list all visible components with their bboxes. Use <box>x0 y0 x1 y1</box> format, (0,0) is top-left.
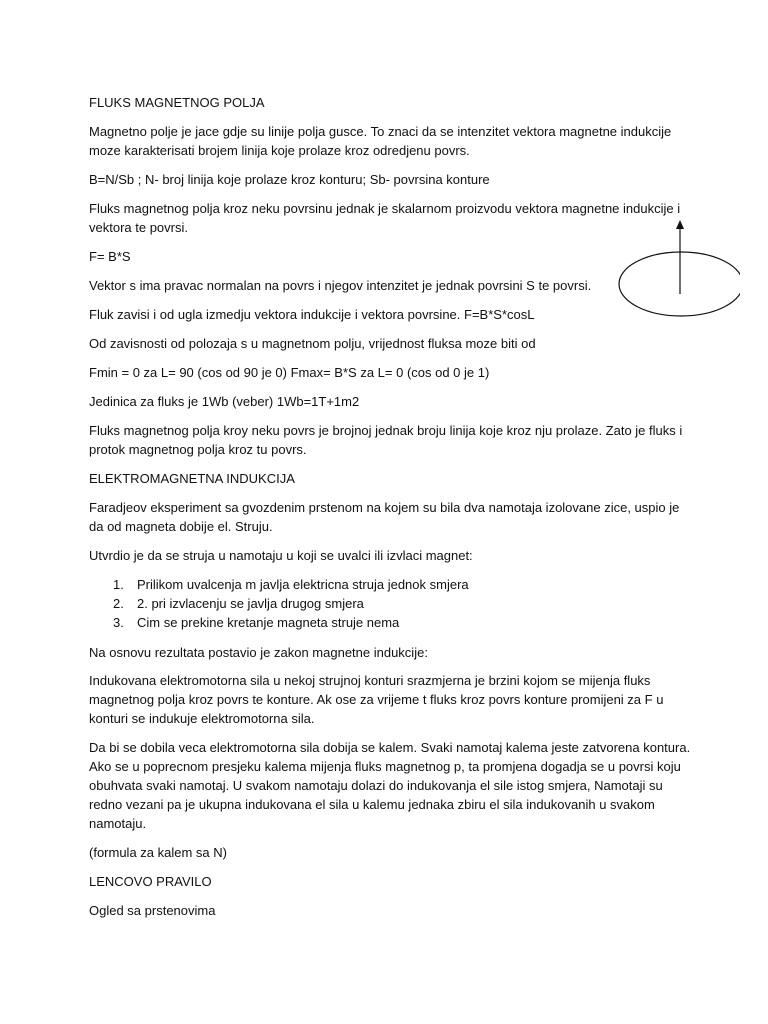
paragraph-15-line-2: Ako se u poprecnom presjeku kalema mijenja fluks magnetnog p, ta promjena dogadja se u povrsi koju <box>89 759 681 774</box>
list-text: Cim se prekine kretanje magneta struje nema <box>137 615 400 630</box>
paragraph-2: B=N/Sb ; N- broj linija koje prolaze kroz konturu; Sb- povrsina konture <box>89 172 490 187</box>
paragraph-14-line-2: magnetnog polja kroz povrs te konture. Ak ose za vrijeme t fluks kroz povrs konture promijeni za F u <box>89 692 664 707</box>
paragraph-5: Vektor s ima pravac normalan na povrs i njegov intenzitet je jednak povrsini S te povrsi. <box>89 278 592 293</box>
arrow-head-icon <box>676 220 684 229</box>
paragraph-14-line-3: konturi se indukuje elektromotorna sila. <box>89 711 315 726</box>
formula-f-bs: F= B*S <box>89 249 131 264</box>
list-number: 1. <box>113 577 124 592</box>
paragraph-12: Utvrdio je da se struja u namotaju u koji se uvalci ili izvlaci magnet: <box>89 548 473 563</box>
paragraph-15-line-3: obuhvata svaki namotaj. U svakom namotaju dolazi do indukovanja el sile istog smjera, Namotaji su <box>89 778 663 793</box>
list-number: 2. <box>113 596 124 611</box>
paragraph-11-line-1: Faradjeov eksperiment sa gvozdenim prstenom na kojem su bila dva namotaja izolovane zice, uspio je <box>89 500 680 515</box>
paragraph-15-line-4: redno vezani pa je ukupna indukovana el sila u kalemu jednaka zbiru el sila indukovanih u svakom <box>89 797 655 812</box>
paragraph-11-line-2: da od magneta dobije el. Struju. <box>89 519 273 534</box>
paragraph-10-line-1: Fluks magnetnog polja kroy neku povrs je brojnoj jednak broju linija koje kroz nju prolaze. Zato je fluks i <box>89 423 683 438</box>
list-text: 2. pri izvlacenju se javlja drugog smjera <box>137 596 364 611</box>
heading-fluks: FLUKS MAGNETNOG POLJA <box>89 95 265 110</box>
flux-figure <box>600 214 740 320</box>
paragraph-7: Od zavisnosti od polozaja s u magnetnom polju, vrijednost fluksa moze biti od <box>89 336 536 351</box>
paragraph-10-line-2: protok magnetnog polja kroz tu povrs. <box>89 442 307 457</box>
paragraph-14-line-1: Indukovana elektromotorna sila u nekoj strujnoj konturi srazmjerna je brzini kojom se mijenja fluks <box>89 673 651 688</box>
paragraph-3-line-2: vektora te povrsi. <box>89 220 188 235</box>
heading-lenc: LENCOVO PRAVILO <box>89 874 212 889</box>
paragraph-1-line-2: moze karakterisati brojem linija koje prolaze kroz odredjenu povrs. <box>89 143 470 158</box>
paragraph-6: Fluk zavisi i od ugla izmedju vektora indukcije i vektora povrsine. F=B*S*cosL <box>89 307 535 322</box>
paragraph-9: Jedinica za fluks je 1Wb (veber) 1Wb=1T+1m2 <box>89 394 360 409</box>
paragraph-17: Ogled sa prstenovima <box>89 903 216 918</box>
heading-indukcija: ELEKTROMAGNETNA INDUKCIJA <box>89 471 295 486</box>
paragraph-15-line-5: namotaju. <box>89 816 147 831</box>
paragraph-15-line-1: Da bi se dobila veca elektromotorna sila dobija se kalem. Svaki namotaj kalema jeste zatvorena kontura. <box>89 740 691 755</box>
list-text: Prilikom uvalcenja m javlja elektricna struja jednok smjera <box>137 577 469 592</box>
paragraph-16: (formula za kalem sa N) <box>89 845 227 860</box>
paragraph-8: Fmin = 0 za L= 90 (cos od 90 je 0) Fmax= B*S za L= 0 (cos od 0 je 1) <box>89 365 490 380</box>
paragraph-13: Na osnovu rezultata postavio je zakon magnetne indukcije: <box>89 645 428 660</box>
paragraph-3-line-1: Fluks magnetnog polja kroz neku povrsinu jednak je skalarnom proizvodu vektora magnetne indukcije i <box>89 201 681 216</box>
paragraph-1-line-1: Magnetno polje je jace gdje su linije polja gusce. To znaci da se intenzitet vektora magnetne indukcije <box>89 124 672 139</box>
list-number: 3. <box>113 615 124 630</box>
